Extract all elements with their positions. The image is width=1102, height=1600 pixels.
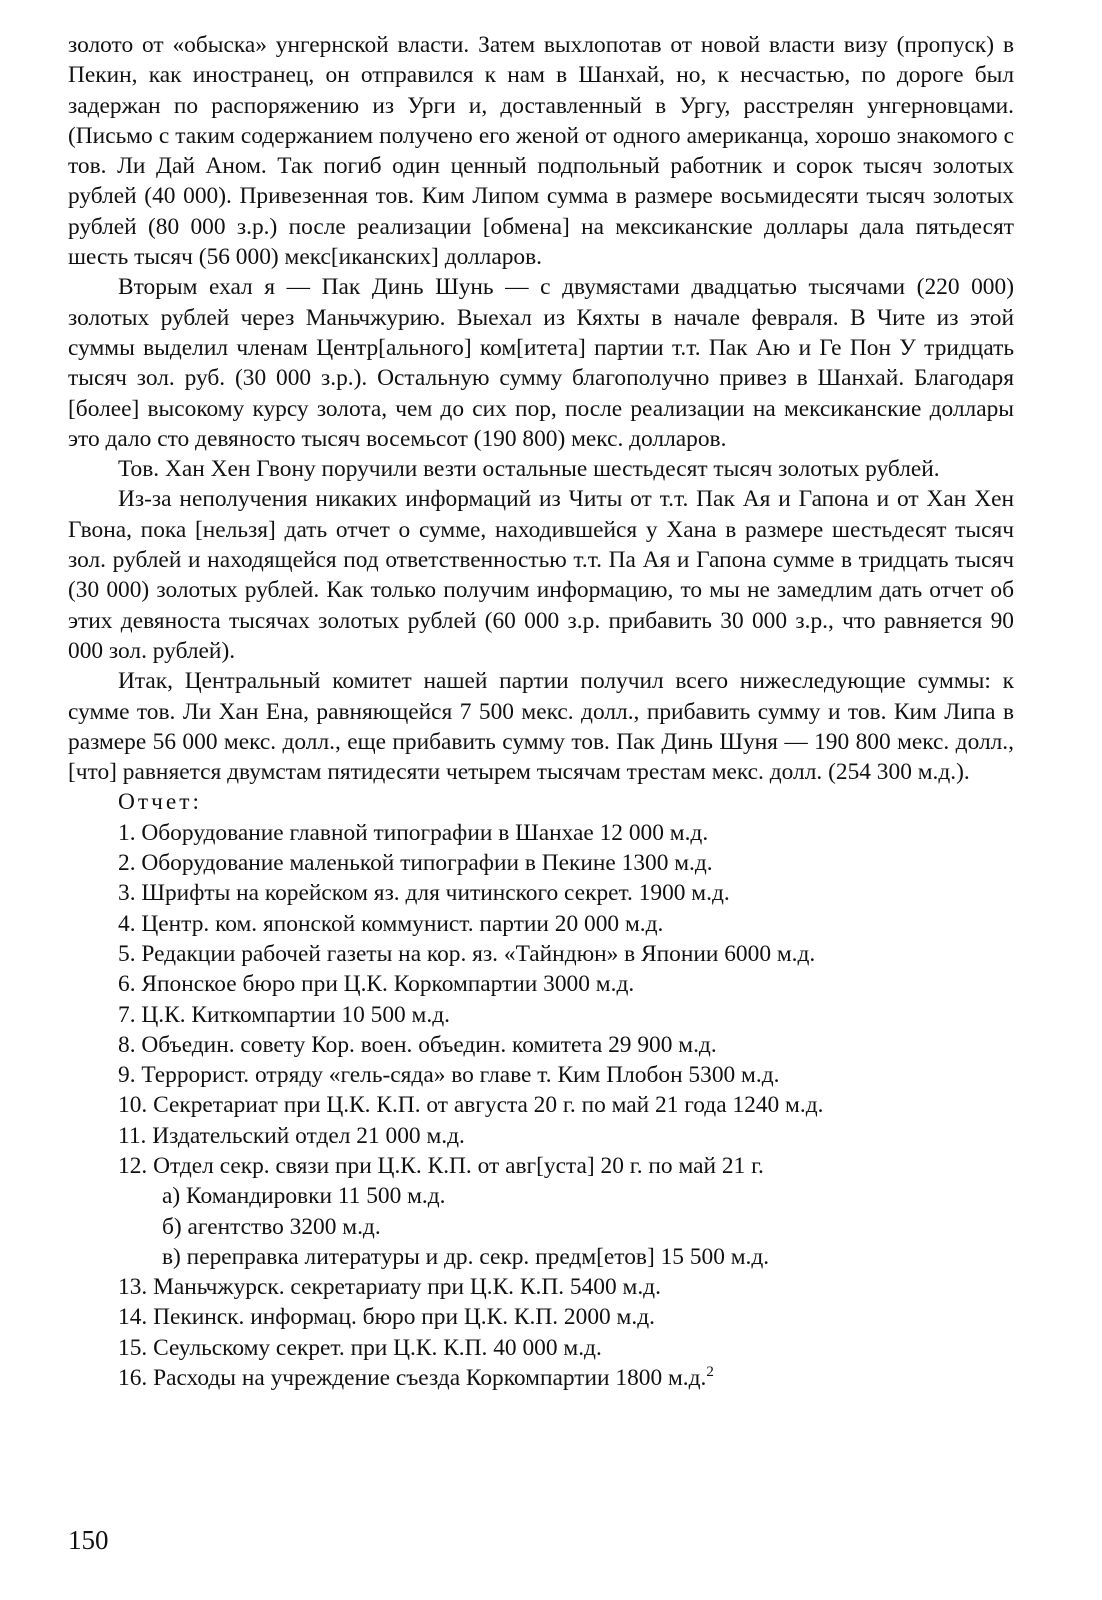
report-item: 7. Ц.К. Киткомпартии 10 500 м.д. [118,1001,450,1028]
paragraph: Из-за неполучения никаких информаций из Читы от т.т. Пак Ая и Гапона и от Хан Хен Гвона, пока [нельзя] дать отчет о сумме, находившейся у Хана в размере шестьдесят тысяч зол. рублей и находящейся под ответственностью т.т. Па Ая и Гапона сумме в тридцать тысяч (30 000) золотых рублей. Как только получим информацию, то мы не замедлим дать отчет об этих девяноста тысячах золотых рублей (60 000 з.р. прибавить 30 000 з.р., что равняется 90 000 зол. рублей). [68,486,1014,664]
report-heading: Отчет: [118,789,202,816]
report-item: 10. Секретариат при Ц.К. К.П. от августа 20 г. по май 21 года 1240 м.д. [118,1092,824,1119]
report-item: 14. Пекинск. информац. бюро при Ц.К. К.П. 2000 м.д. [118,1304,655,1331]
report-subitem: б) агентство 3200 м.д. [162,1213,381,1240]
report-item: 1. Оборудование главной типографии в Шанхае 12 000 м.д. [118,819,709,846]
report-item: 11. Издательский отдел 21 000 м.д. [118,1122,465,1149]
report-item: 3. Шрифты на корейском яз. для читинского секрет. 1900 м.д. [118,880,730,907]
report-item: 13. Маньчжурск. секретариату при Ц.К. К.П. 5400 м.д. [118,1274,661,1301]
page-body [68,30,1014,1393]
paragraph: Итак, Центральный комитет нашей партии получил всего нижеследующие суммы: к сумме тов. Ли Хан Ена, равняющейся 7 500 мекс. долл., прибавить сумму и тов. Ким Липа в размере 56 000 мекс. долл., еще прибавить сумму тов. Пак Динь Шуня — 190 800 мекс. долл., [что] равняется двумстам пятидесяти четырем тысячам трестам мекс. долл. (254 300 м.д.). [68,668,1014,786]
report-item: 8. Объедин. совету Кор. воен. объедин. комитета 29 900 м.д. [118,1031,717,1058]
report-list [68,818,1014,1394]
report-subitem: в) переправка литературы и др. секр. предм[етов] 15 500 м.д. [162,1243,770,1270]
report-item: 15. Сеульскому секрет. при Ц.К. К.П. 40 000 м.д. [118,1334,602,1361]
report-subitem: а) Командировки 11 500 м.д. [162,1183,446,1210]
paragraph: Тов. Хан Хен Гвону поручили везти остальные шестьдесят тысяч золотых рублей. [118,456,940,483]
report-item [68,1363,1014,1393]
report-item: 9. Террорист. отряду «гель-сяда» во главе т. Ким Плобон 5300 м.д. [118,1062,780,1089]
footnote-marker: 2 [706,1364,714,1381]
report-item: 4. Центр. ком. японской коммунист. партии 20 000 м.д. [118,910,664,937]
paragraph: золото от «обыска» унгернской власти. Затем выхлопотав от новой власти визу (пропуск) в Пекин, как иностранец, он отправился к нам в Шанхай, но, к несчастью, по дороге был задержан по распоряжению из Урги и, доставленный в Ургу, расстрелян унгерновцами. (Письмо с таким содержанием получено его женой от одного американца, хорошо знакомого с тов. Ли Дай Аном. Так погиб один ценный подпольный работник и сорок тысяч золотых рублей (40 000). Привезенная тов. Ким Липом сумма в размере восьмидесяти тысяч золотых рублей (80 000 з.р.) после реализации [обмена] на мексиканские доллары дала пятьдесят шесть тысяч (56 000) мекс[иканских] долларов. [68,32,1014,271]
page-number: 150 [68,1525,109,1555]
report-item: 6. Японское бюро при Ц.К. Коркомпартии 3000 м.д. [118,971,635,998]
report-item: 5. Редакции рабочей газеты на кор. яз. «Тайндюн» в Японии 6000 м.д. [118,940,816,967]
report-item-text: 16. Расходы на учреждение съезда Коркомпартии 1800 м.д. [118,1365,707,1392]
report-item: 2. Оборудование маленькой типографии в Пекине 1300 м.д. [118,850,713,877]
paragraph: Вторым ехал я — Пак Динь Шунь — с двумястами двадцатью тысячами (220 000) золотых рублей через Маньчжурию. Выехал из Кяхты в начале февраля. В Чите из этой суммы выделил членам Центр[ального] ком[итета] партии т.т. Пак Аю и Ге Пон У тридцать тысяч зол. руб. (30 000 з.р.). Остальную сумму благополучно привез в Шанхай. Благодаря [более] высокому курсу золота, чем до сих пор, после реализации на мексиканские доллары это дало сто девяносто тысяч восемьсот (190 800) мекс. долларов. [68,274,1014,452]
report-item: 12. Отдел секр. связи при Ц.К. К.П. от авг[уста] 20 г. по май 21 г. [118,1152,764,1179]
